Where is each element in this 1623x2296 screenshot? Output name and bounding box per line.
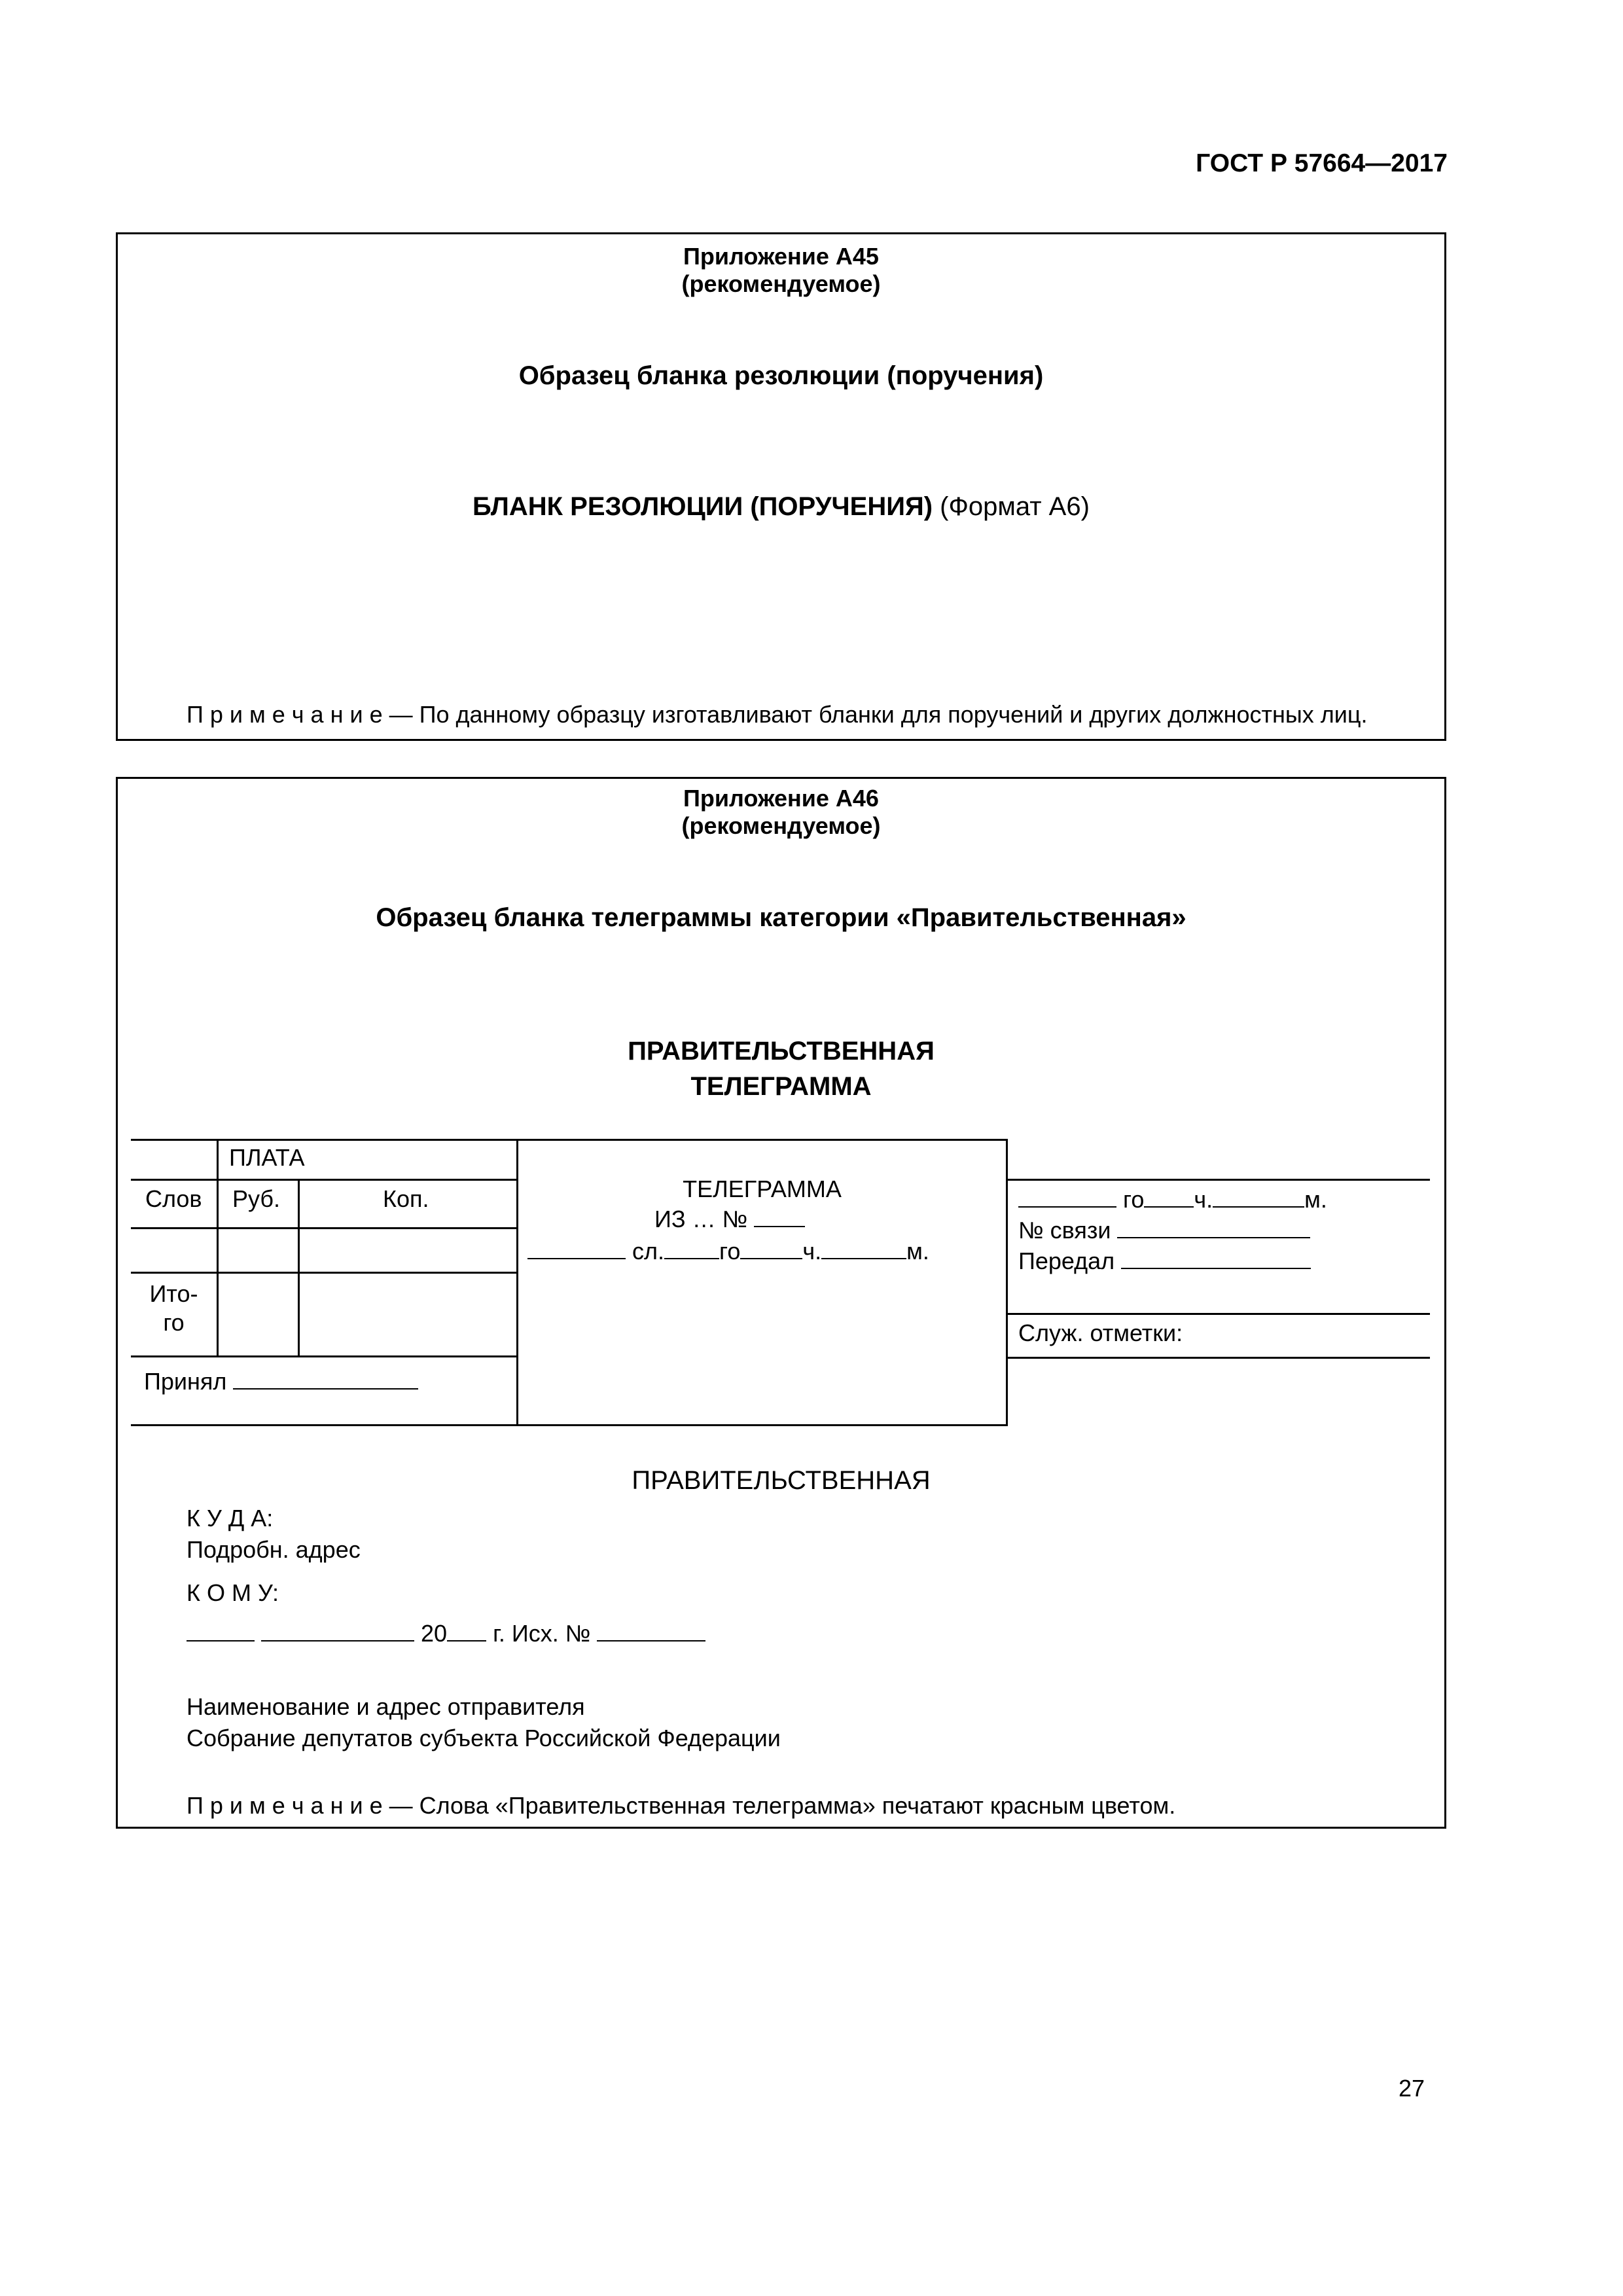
words-time-field: [527, 1237, 929, 1265]
telegram-title-line1: ПРАВИТЕЛЬСТВЕННАЯ: [628, 1037, 935, 1066]
prinyal-blank: [233, 1367, 418, 1390]
peredal-label: Передал: [1018, 1247, 1115, 1274]
iz-field: [654, 1205, 805, 1233]
blank: [1018, 1185, 1116, 1208]
kuda-label: К У Д А:: [187, 1505, 274, 1532]
svyazi-field: [1018, 1216, 1310, 1244]
appendix-a46-subtitle: (рекомендуемое): [681, 812, 881, 839]
komu-label: К О М У:: [187, 1579, 279, 1606]
outgoing-number-label: г. Исх. №: [486, 1620, 591, 1647]
blank: [1144, 1185, 1194, 1208]
itogo-label-1: Ито-: [149, 1280, 198, 1307]
number-blank: [597, 1619, 705, 1641]
appendix-a46-title: Приложение А46: [683, 785, 879, 812]
sender-label-2: Собрание депутатов субъекта Российской Федерации: [187, 1725, 781, 1751]
m-label: м.: [906, 1238, 929, 1265]
form-title-bold: БЛАНК РЕЗОЛЮЦИИ (ПОРУЧЕНИЯ): [473, 492, 933, 521]
svyazi-blank: [1117, 1216, 1310, 1238]
sluzh-label: Служ. отметки:: [1018, 1319, 1183, 1346]
slov-label: Слов: [145, 1185, 202, 1212]
appendix-a45-box: [116, 232, 1446, 741]
sl-label: сл.: [632, 1238, 665, 1265]
blank: [1213, 1185, 1304, 1208]
blank: [664, 1237, 719, 1259]
sender-label-1: Наименование и адрес отправителя: [187, 1693, 585, 1720]
telegram-title-line2: ТЕЛЕГРАММА: [690, 1072, 872, 1101]
appendix-a45-subtitle: (рекомендуемое): [681, 270, 881, 297]
telegramma-label: ТЕЛЕГРАММА: [683, 1175, 842, 1202]
address-label: Подробн. адрес: [187, 1536, 361, 1563]
appendix-a46-heading: Образец бланка телеграммы категории «Правительственная»: [376, 903, 1186, 932]
iz-label: ИЗ … №: [654, 1206, 748, 1232]
blank: [740, 1237, 802, 1259]
date-number-field: [187, 1619, 705, 1648]
prinyal-label: Принял: [144, 1368, 227, 1395]
appendix-a45-note: [187, 700, 1368, 729]
prinyal-field: [144, 1367, 418, 1395]
ch-label: ч.: [1194, 1186, 1213, 1213]
note-text: — По данному образцу изготавливают бланки для поручений и других должностных лиц.: [382, 701, 1368, 728]
day-blank: [187, 1619, 255, 1641]
plata-label: ПЛАТА: [229, 1144, 305, 1171]
month-blank: [261, 1619, 414, 1641]
year-prefix: 20: [421, 1620, 448, 1647]
appendix-a45-heading: Образец бланка резолюции (поручения): [518, 361, 1044, 390]
iz-blank: [754, 1205, 805, 1227]
rub-label: Руб.: [232, 1185, 281, 1212]
page-number: 27: [1398, 2075, 1425, 2102]
go-label: го: [719, 1238, 741, 1265]
year-blank: [447, 1619, 486, 1641]
m-label: м.: [1304, 1186, 1327, 1213]
appendix-a46-note: [187, 1791, 1175, 1820]
blank: [527, 1237, 626, 1259]
form-title-resolution: [118, 491, 1444, 522]
ch-label: ч.: [802, 1238, 822, 1265]
itogo-label-2: го: [163, 1309, 185, 1336]
note-label: П р и м е ч а н и е: [187, 1792, 383, 1819]
right-time-field: [1018, 1185, 1327, 1213]
kop-label: Коп.: [383, 1185, 429, 1212]
document-code: ГОСТ Р 57664—2017: [1196, 149, 1448, 177]
note-label: П р и м е ч а н и е: [187, 701, 383, 728]
go-label: го: [1123, 1186, 1145, 1213]
blank: [821, 1237, 906, 1259]
peredal-blank: [1121, 1247, 1311, 1269]
peredal-field: [1018, 1247, 1311, 1275]
appendix-a46-box: [116, 777, 1446, 1829]
svyazi-label: № связи: [1018, 1217, 1111, 1244]
appendix-a45-title: Приложение А45: [683, 243, 879, 270]
form-title-format: (Формат А6): [933, 492, 1090, 521]
category-label: ПРАВИТЕЛЬСТВЕННАЯ: [632, 1466, 931, 1495]
note-text: — Слова «Правительственная телеграмма» печатают красным цветом.: [382, 1792, 1176, 1819]
